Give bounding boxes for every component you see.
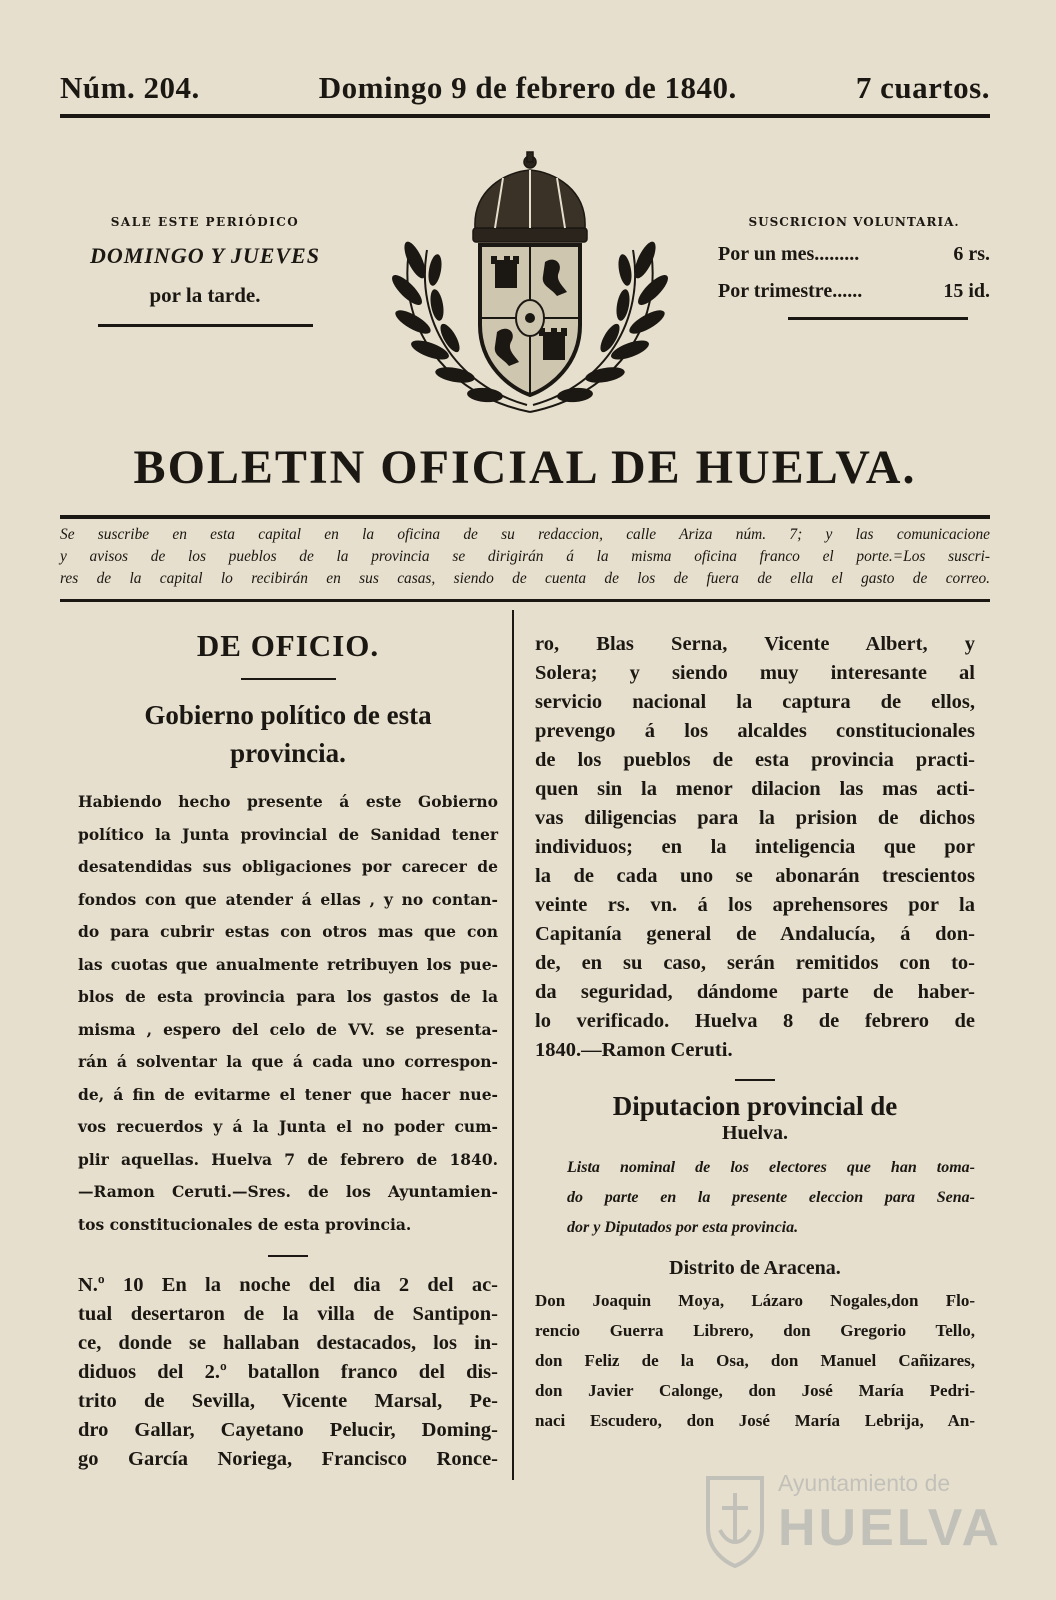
text-line: tual desertaron de la villa de Santipon- [78, 1303, 498, 1325]
watermark [700, 1460, 1003, 1580]
text-line: plir aquellas. Huelva 7 de febrero de 1840. [78, 1149, 498, 1169]
text-line: do parte en la presente eleccion para Sena- [567, 1189, 975, 1206]
text-line: naci Escudero, don José María Lebrija, An- [535, 1411, 975, 1430]
text-line: rencio Guerra Librero, don Gregorio Tello, [535, 1321, 975, 1340]
diputacion-heading: Diputacion provincial de [612, 1091, 898, 1121]
text-line: las cuotas que anualmente retribuyen los pue- [78, 954, 498, 974]
district-heading: Distrito de Aracena. [669, 1257, 841, 1279]
text-line: veinte rs. vn. á los aprehensores por la [535, 894, 975, 916]
heading-line: Gobierno político de esta [144, 700, 432, 730]
text-line: dor y Diputados por esta provincia. [567, 1219, 799, 1236]
subscription-block [718, 215, 990, 320]
separator [735, 1079, 775, 1081]
government-heading [78, 696, 498, 772]
text-line: político la Junta provincial de Sanidad tener [78, 824, 498, 844]
text-line: vos recuerdos y á la Junta el no poder cum- [78, 1117, 498, 1136]
notice-line: res de la capital lo recibirán en sus casas, siendo de cuenta de los de fuera de ella el gasto de correo. [60, 570, 990, 587]
text-line: 1840.—Ramon Ceruti. [535, 1039, 733, 1061]
schedule-line3: por la tarde. [149, 283, 261, 307]
text-line: —Ramon Ceruti.—Sres. de los Ayuntamien- [78, 1182, 498, 1201]
text-line: Capitanía general de Andalucía, á don- [535, 923, 975, 945]
subscription-heading: SUSCRICION VOLUNTARIA. [748, 215, 960, 229]
deserters-paragraph [78, 1271, 498, 1474]
text-line: Solera; y siendo muy interesante al [535, 662, 975, 684]
text-line: don Feliz de la Osa, don Manuel Cañizares, [535, 1351, 975, 1370]
text-line: tos constitucionales de esta provincia. [78, 1214, 412, 1234]
text-line: vas diligencias para la prision de dichos [535, 807, 975, 829]
text-line: de, en su caso, serán remitidos con to- [535, 952, 975, 974]
diputacion-subheading: Huelva. [721, 1122, 789, 1144]
text-line: individuos; en la inteligencia que por [535, 836, 975, 858]
masthead-line [60, 70, 990, 106]
text-line: trito de Sevilla, Vicente Marsal, Pe- [78, 1390, 498, 1412]
text-line: N.º 10 En la noche del dia 2 del ac- [78, 1274, 498, 1296]
section-title: DE OFICIO. [196, 628, 380, 663]
text-line: do para cubrir estas con otros mas que con [78, 922, 498, 941]
text-line: dro Gallar, Cayetano Pelucir, Doming- [78, 1419, 498, 1441]
deserters-continuation [535, 630, 975, 1065]
notice-line: Se suscribe en esta capital en la oficina de su redaccion, calle Ariza núm. 7; y las comunicacione [60, 526, 990, 543]
text-line: go García Noriega, Francisco Ronce- [78, 1448, 498, 1470]
subscription-rule [788, 317, 968, 320]
text-line: servicio nacional la captura de ellos, [535, 691, 975, 713]
heading-line: provincia. [230, 738, 346, 768]
text-line: Don Joaquin Moya, Lázaro Nogales,don Flo- [535, 1291, 975, 1310]
left-column [78, 628, 498, 1474]
text-line: rán á solventar la que á cada uno correspon- [78, 1052, 498, 1071]
column-divider [512, 610, 514, 1480]
subscription-label: Por un mes......... [718, 243, 860, 265]
newspaper-title: BOLETIN OFICIAL DE HUELVA. [133, 441, 917, 494]
text-line: la de cada uno se abonarán trescientos [535, 865, 975, 887]
notice-rule [60, 599, 990, 602]
watermark-line1: Ayuntamiento de [778, 1470, 951, 1496]
text-line: fondos con que atender á ellas , y no contan- [78, 889, 498, 909]
schedule-rule [98, 324, 313, 327]
top-rule [60, 114, 990, 118]
text-line: de, á fin de evitarme el tener que hacer nue- [78, 1084, 498, 1104]
subscription-value: 15 id. [943, 280, 990, 302]
subscription-notice [60, 524, 990, 590]
subscription-label: Por trimestre...... [718, 280, 863, 302]
text-line: ce, donde se hallaban destacados, los in- [78, 1332, 498, 1354]
schedule-block [60, 215, 350, 327]
issue-date: Domingo 9 de febrero de 1840. [318, 70, 737, 105]
electors-names [535, 1286, 975, 1436]
schedule-line1: SALE ESTE PERIÓDICO [110, 215, 300, 229]
text-line: da seguridad, dándome parte de haber- [535, 981, 975, 1003]
text-line: ro, Blas Serna, Vicente Albert, y [535, 633, 975, 655]
schedule-line2: DOMINGO Y JUEVES [90, 243, 320, 268]
separator [268, 1255, 308, 1257]
text-line: de los pueblos de esta provincia practi- [535, 749, 975, 771]
text-line: Habiendo hecho presente á este Gobierno [78, 792, 498, 811]
notice-line: y avisos de los pueblos de la provincia se dirigirán á la misma oficina franco el porte.=Los suscri- [60, 548, 990, 565]
text-line: don Javier Calonge, don José María Pedri- [535, 1381, 975, 1400]
text-line: prevengo á los alcaldes constitucionales [535, 720, 975, 742]
subscription-row [718, 280, 990, 303]
coat-of-arms-icon [355, 150, 705, 425]
text-line: lo verificado. Huelva 8 de febrero de [535, 1010, 975, 1032]
title-rule [60, 515, 990, 519]
city-shield-icon [700, 1468, 770, 1568]
text-line: quen sin la menor dilacion las mas acti- [535, 778, 975, 800]
subscription-value: 6 rs. [953, 243, 990, 265]
watermark-line2: HUELVA [778, 1499, 1003, 1557]
text-line: blos de esta provincia para los gastos de la [78, 987, 498, 1006]
issue-number: Núm. 204. [60, 70, 200, 105]
issue-price: 7 cuartos. [855, 70, 990, 105]
sanidad-paragraph [78, 786, 498, 1241]
text-line: Lista nominal de los electores que han toma- [567, 1159, 975, 1176]
text-line: diduos del 2.º batallon franco del dis- [78, 1361, 498, 1383]
right-column [535, 630, 975, 1436]
text-line: misma , espero del celo de VV. se presenta- [78, 1019, 498, 1039]
section-rule [241, 678, 336, 680]
electors-list-title [535, 1153, 975, 1243]
subscription-row [718, 243, 990, 266]
text-line: desatendidas sus obligaciones por carecer de [78, 857, 498, 876]
